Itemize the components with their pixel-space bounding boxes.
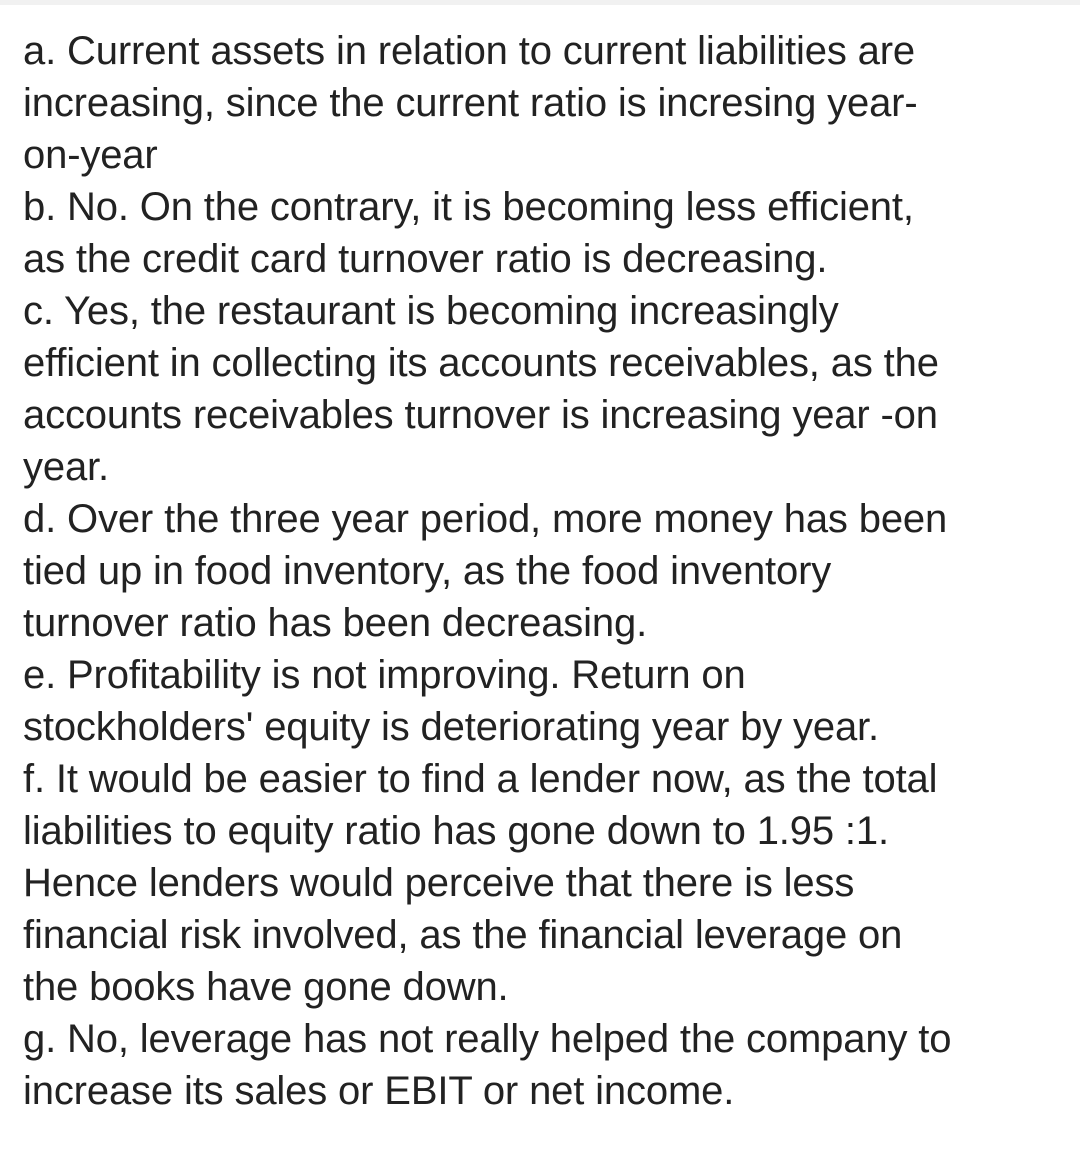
text-line: financial risk involved, as the financial leverage on <box>23 913 903 957</box>
text-line: b. No. On the contrary, it is becoming less efficient, <box>23 185 914 229</box>
text-line: efficient in collecting its accounts receivables, as the <box>23 341 939 385</box>
top-divider <box>0 0 1080 5</box>
text-line: turnover ratio has been decreasing. <box>23 601 648 645</box>
text-line: liabilities to equity ratio has gone down to 1.95 :1. <box>23 809 889 853</box>
text-line: e. Profitability is not improving. Return on <box>23 653 746 697</box>
text-line: the books have gone down. <box>23 965 509 1009</box>
text-line: c. Yes, the restaurant is becoming increasingly <box>23 289 839 333</box>
text-line: on-year <box>23 133 158 177</box>
text-line: d. Over the three year period, more money has been <box>23 497 948 541</box>
text-line: f. It would be easier to find a lender now, as the total <box>23 757 938 801</box>
text-line: as the credit card turnover ratio is decreasing. <box>23 237 828 281</box>
text-line: year. <box>23 445 109 489</box>
text-line: stockholders' equity is deteriorating year by year. <box>23 705 879 749</box>
text-line: Hence lenders would perceive that there is less <box>23 861 855 905</box>
answer-text-block <box>23 25 1063 1117</box>
text-line: g. No, leverage has not really helped the company to <box>23 1017 952 1061</box>
text-line: increasing, since the current ratio is incresing year- <box>23 81 918 125</box>
text-line: accounts receivables turnover is increasing year -on <box>23 393 938 437</box>
text-line: tied up in food inventory, as the food inventory <box>23 549 832 593</box>
text-line: increase its sales or EBIT or net income. <box>23 1069 735 1113</box>
text-line: a. Current assets in relation to current liabilities are <box>23 29 916 73</box>
